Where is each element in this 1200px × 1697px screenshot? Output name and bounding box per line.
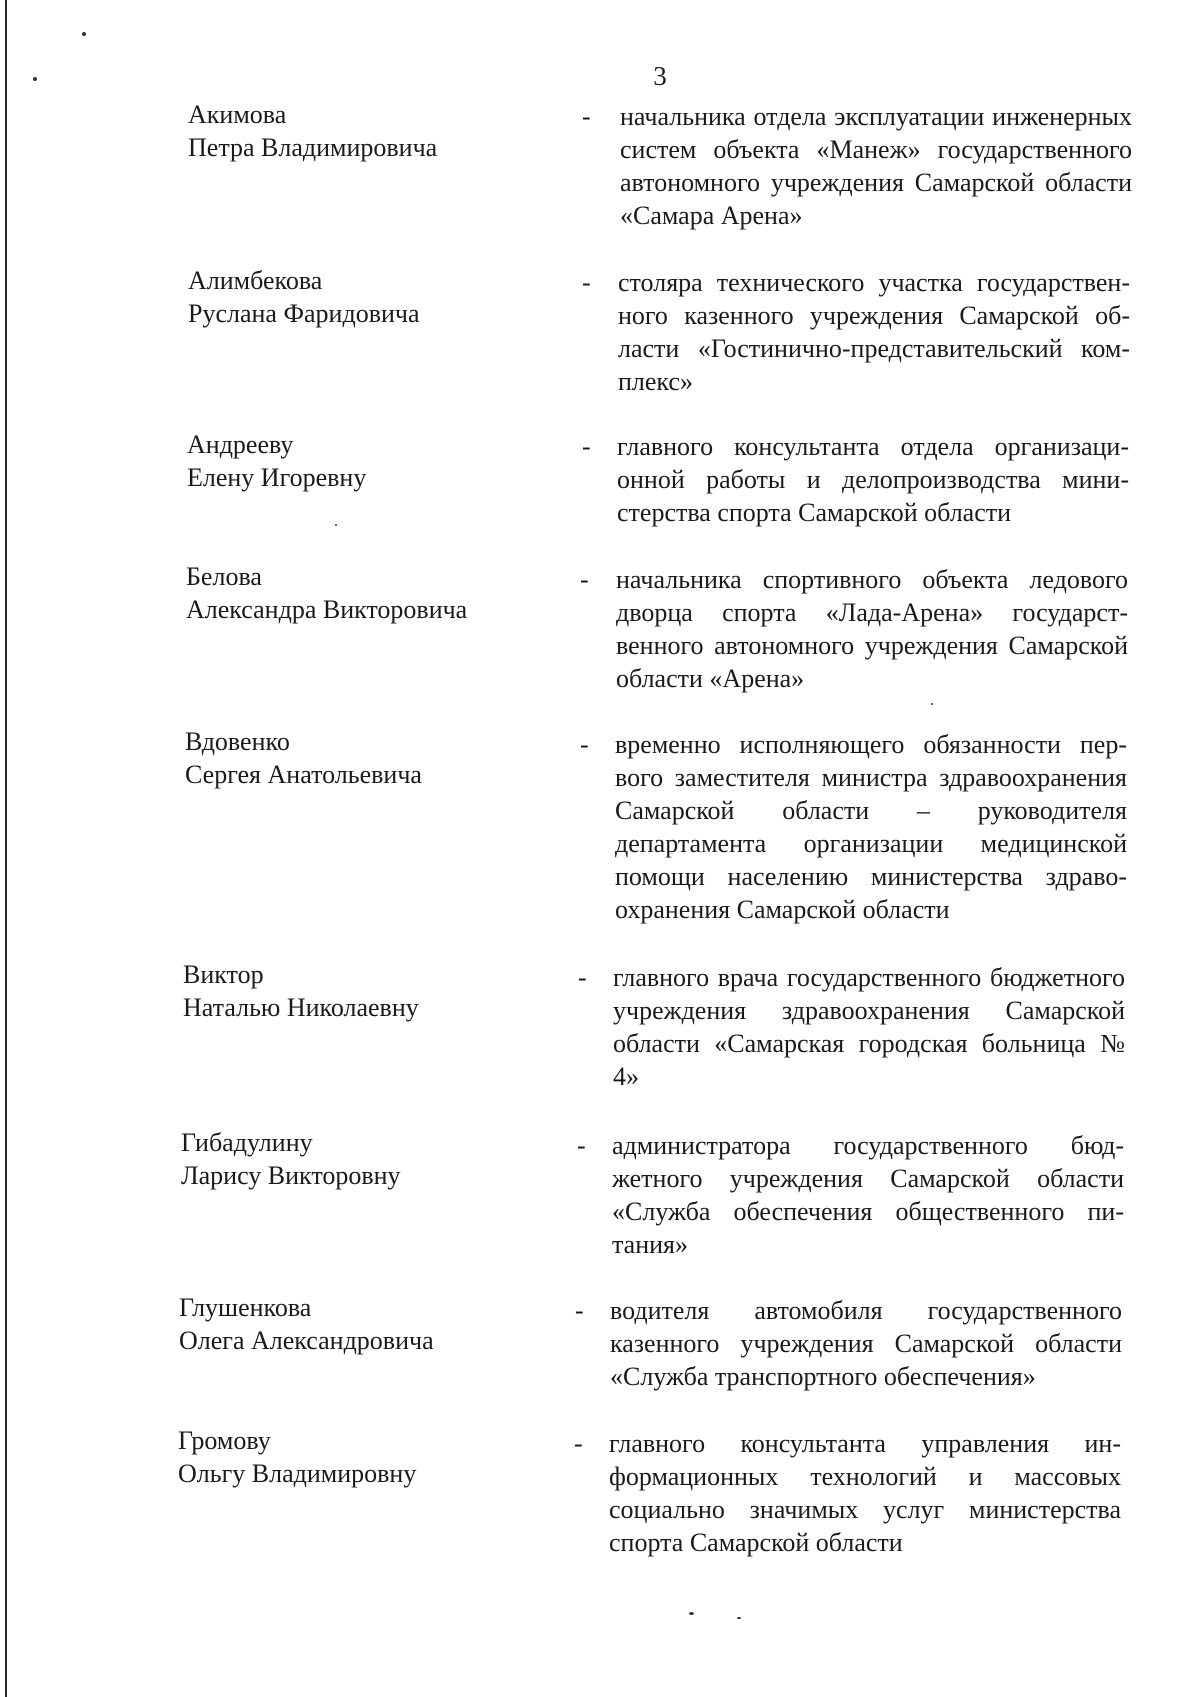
position-description: администратора государственного бюджетного учреждения Самарской области «Служба обеспечения общественного питания» [612, 1131, 1124, 1259]
person-surname: Вдовенко [185, 727, 290, 756]
person-given-names: Наталью Николаевну [183, 993, 419, 1022]
person-surname: Белова [186, 562, 262, 591]
person-name [185, 725, 535, 791]
dash-separator: - [574, 1429, 583, 1458]
person-given-names: Сергея Анатольевича [185, 760, 422, 789]
position-description: временно исполняющего обязанности первого заместителя министра здравоохранения Самарской области – руководителя департамента организации медицинской помощи населению министерства здравоохранения Самарской области [615, 730, 1127, 924]
person-given-names: Елену Игоревну [187, 463, 367, 492]
person-surname: Гибадулину [181, 1128, 313, 1157]
scan-speck [689, 1612, 694, 1615]
person-name [178, 1424, 528, 1490]
position-description: начальника отдела эксплуатации инженерных систем объекта «Манеж» государственного автономного учреждения Самарской области «Самара Арена» [620, 102, 1132, 230]
dash-separator: - [580, 730, 589, 759]
scan-speck [335, 524, 337, 526]
person-name [186, 560, 536, 626]
person-given-names: Руслана Фаридовича [188, 299, 420, 328]
person-name [188, 98, 538, 164]
person-surname: Виктор [183, 960, 264, 989]
person-surname: Акимова [188, 100, 287, 129]
scan-speck [737, 1617, 741, 1619]
dash-separator: - [577, 1131, 586, 1160]
dash-separator: - [575, 1296, 584, 1325]
person-surname: Глушенкова [179, 1293, 312, 1322]
dash-separator: - [580, 565, 589, 594]
page-number: 3 [653, 61, 667, 91]
position-description: начальника спортивного объекта ледового дворца спорта «Лада-Арена» государственного автономного учреждения Самарской области «Арена» [616, 565, 1128, 693]
position-description: главного врача государственного бюджетного учреждения здравоохранения Самарской области «Самарская городская больница № 4» [613, 963, 1125, 1091]
dash-separator: - [578, 963, 587, 992]
person-surname: Алимбекова [188, 266, 323, 295]
dash-separator: - [582, 432, 591, 461]
person-name [188, 264, 538, 330]
position-description: главного консультанта отдела организационной работы и делопроизводства министерства спорта Самарской области [617, 432, 1129, 527]
person-name [181, 1126, 531, 1192]
person-given-names: Ольгу Владимировну [178, 1459, 417, 1488]
scan-speck [82, 32, 86, 36]
person-given-names: Олега Александровича [179, 1326, 434, 1355]
position-description: главного консультанта управления информационных технологий и массовых социально значимых услуг министерства спорта Самарской области [609, 1429, 1121, 1557]
person-given-names: Ларису Викторовну [181, 1161, 401, 1190]
person-given-names: Александра Викторовича [186, 595, 468, 624]
dash-separator: - [582, 268, 591, 297]
person-surname: Андрееву [187, 430, 294, 459]
dash-separator: - [582, 102, 591, 131]
person-name [183, 958, 533, 1024]
person-name [187, 428, 537, 494]
person-given-names: Петра Владимировича [188, 133, 438, 162]
scan-speck [931, 703, 933, 705]
scan-edge-line [5, 0, 7, 1697]
person-surname: Громову [178, 1426, 271, 1455]
person-name [179, 1291, 529, 1357]
position-description: столяра технического участка государственного казенного учреждения Самарской области «Гостинично-представительский комплекс» [618, 268, 1130, 396]
position-description: водителя автомобиля государственного казенного учреждения Самарской области «Служба транспортного обеспечения» [610, 1296, 1122, 1391]
